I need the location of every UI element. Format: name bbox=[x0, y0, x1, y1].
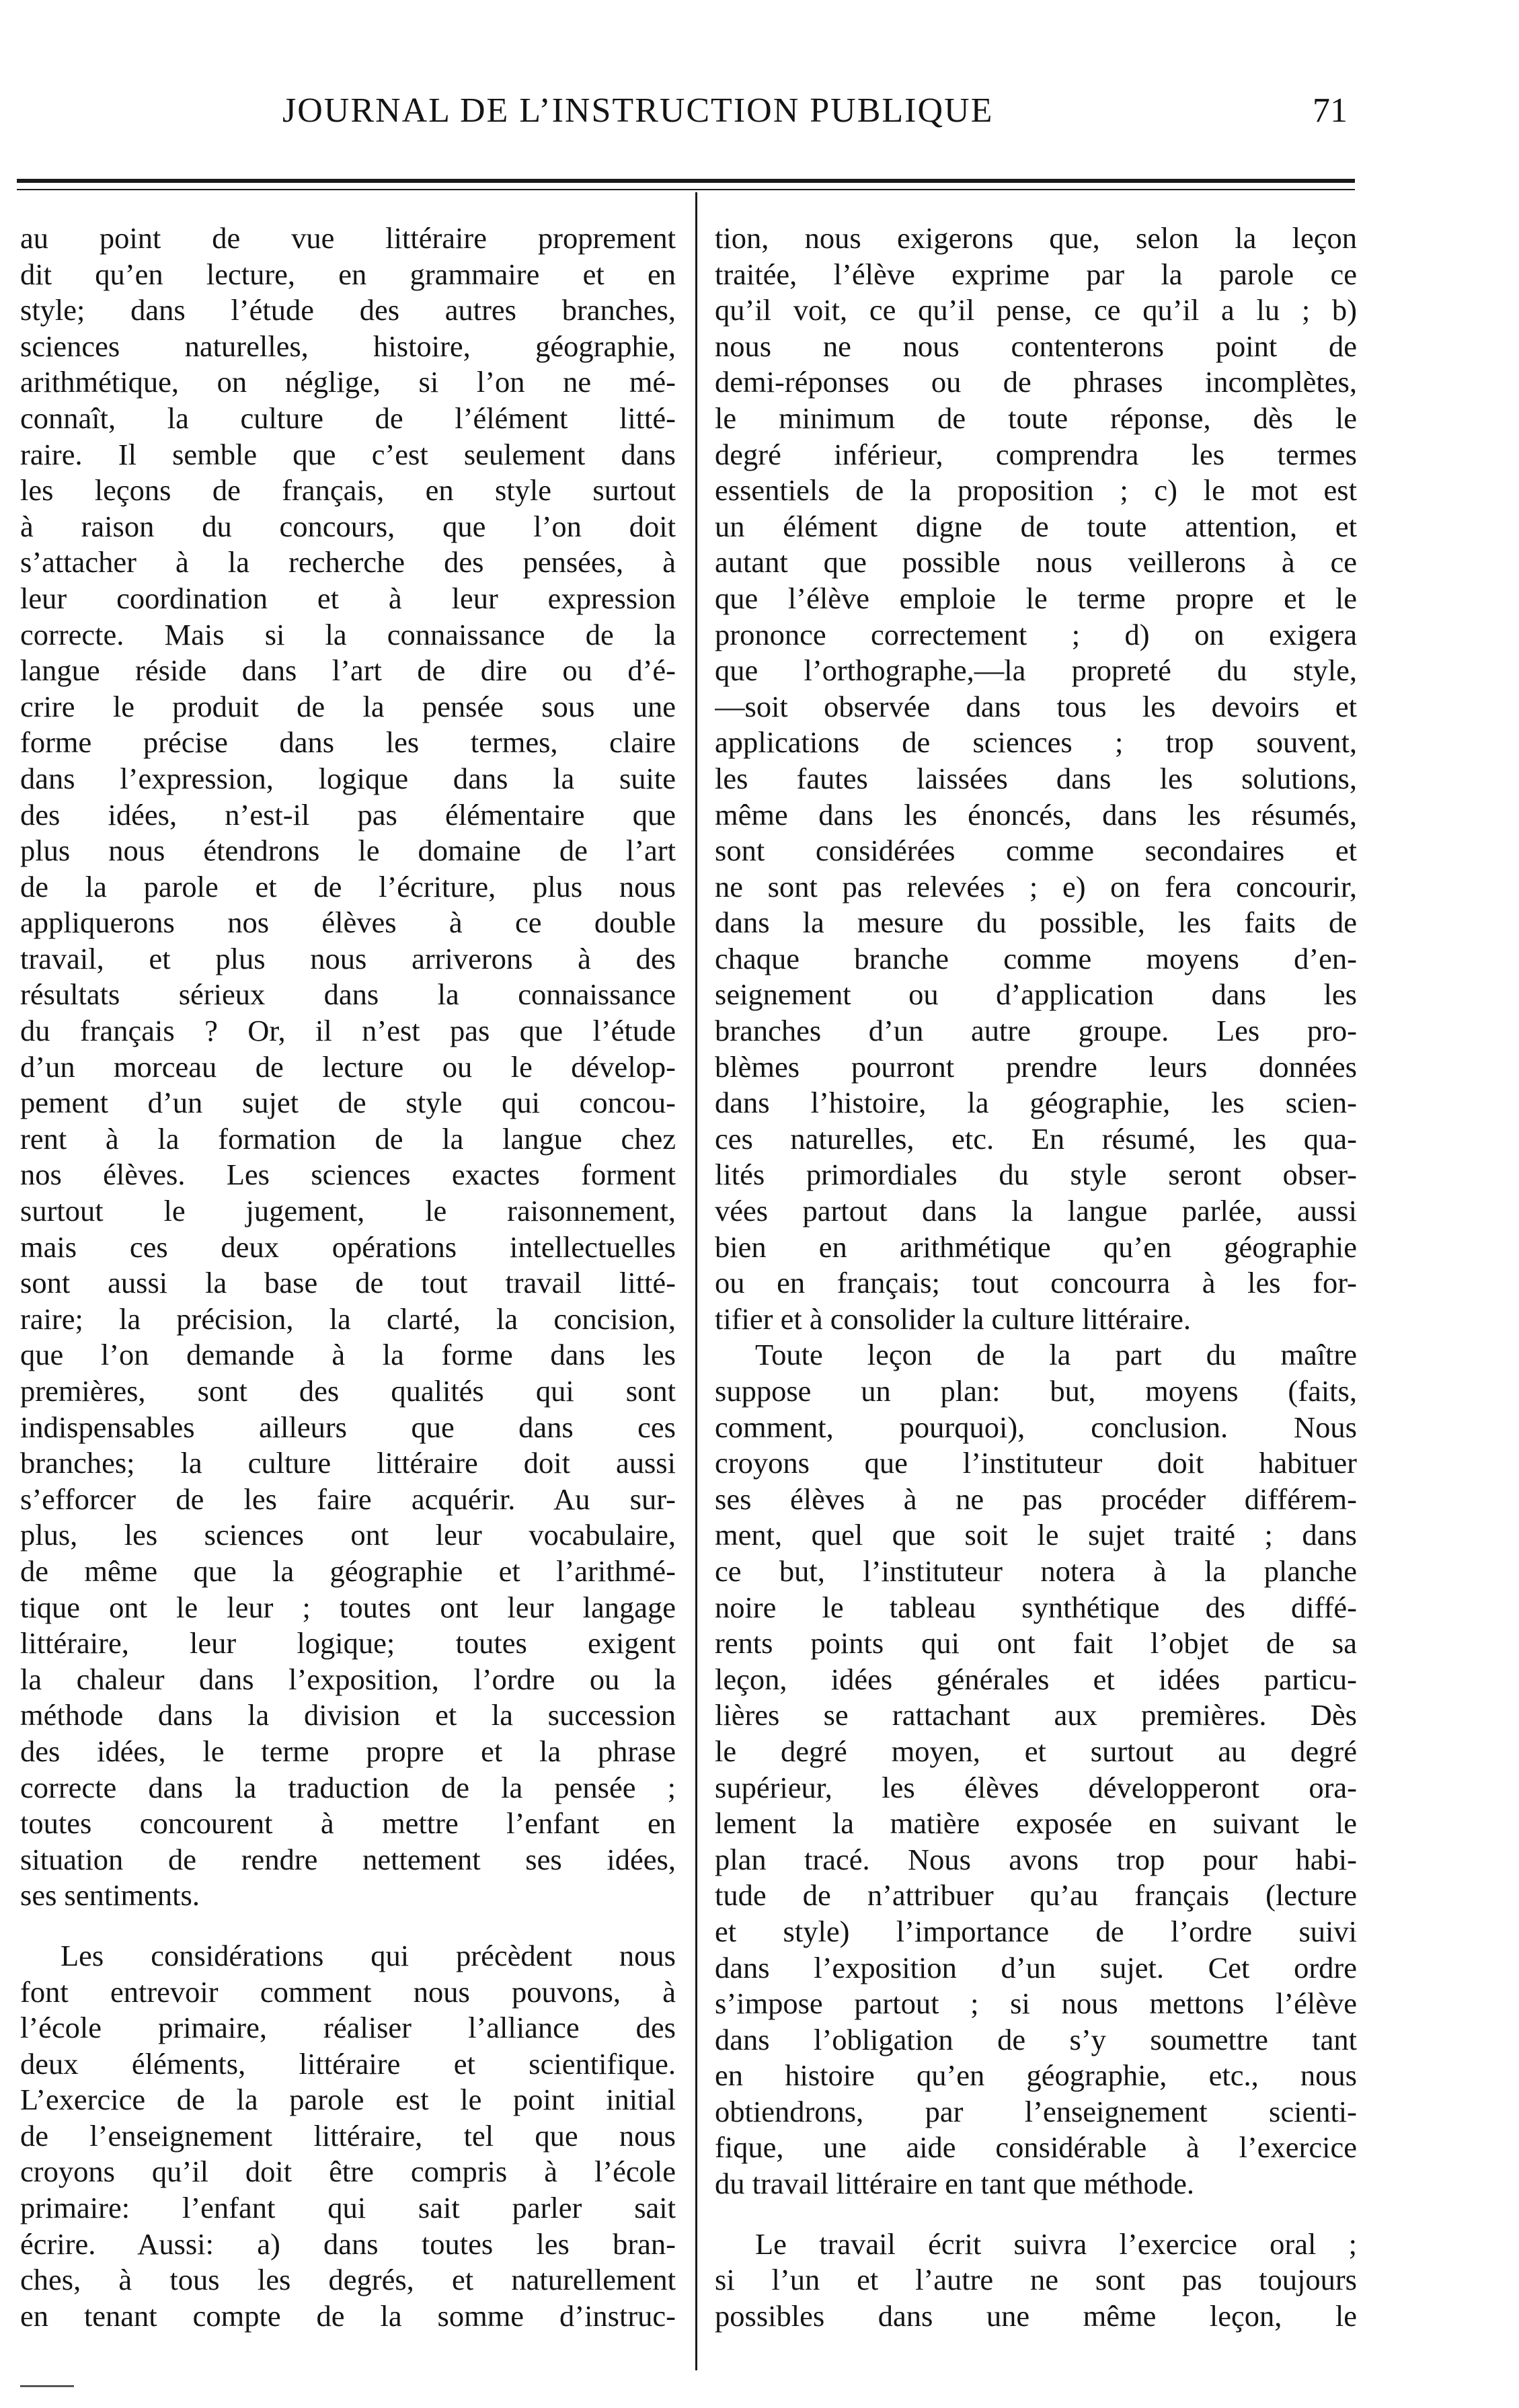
text-line: branches; la culture littéraire doit aussi bbox=[20, 1446, 676, 1480]
text-line: ce but, l’instituteur notera à la planche bbox=[715, 1554, 1357, 1588]
text-line: crire le produit de la pensée sous une bbox=[20, 689, 676, 723]
text-line: la chaleur dans l’exposition, l’ordre ou la bbox=[20, 1662, 676, 1696]
text-line: dans l’histoire, la géographie, les scien- bbox=[715, 1086, 1357, 1120]
text-line: lières se rattachant aux premières. Dès bbox=[715, 1698, 1357, 1732]
text-line: deux éléments, littéraire et scientifique. bbox=[20, 2046, 676, 2081]
text-line: supérieur, les élèves développeront ora- bbox=[715, 1770, 1357, 1804]
text-line: que l’on demande à la forme dans les bbox=[20, 1338, 676, 1372]
text-line: situation de rendre nettement ses idées, bbox=[20, 1842, 676, 1876]
text-line: dans l’obligation de s’y soumettre tant bbox=[715, 2022, 1357, 2056]
text-line: vées partout dans la langue parlée, aussi bbox=[715, 1194, 1357, 1228]
text-line: appliquerons nos élèves à ce double bbox=[20, 906, 676, 940]
text-line: obtiendrons, par l’enseignement scienti- bbox=[715, 2094, 1357, 2128]
text-line: ces naturelles, etc. En résumé, les qua- bbox=[715, 1121, 1357, 1156]
paragraph-gap bbox=[715, 2202, 1357, 2226]
text-line: croyons que l’instituteur doit habituer bbox=[715, 1446, 1357, 1480]
text-line: de la parole et de l’écriture, plus nous bbox=[20, 869, 676, 904]
text-line: raire. Il semble que c’est seulement dans bbox=[20, 437, 676, 471]
text-line: s’efforcer de les faire acquérir. Au sur- bbox=[20, 1482, 676, 1516]
text-line: et style) l’importance de l’ordre suivi bbox=[715, 1914, 1357, 1948]
text-line: connaît, la culture de l’élément litté- bbox=[20, 401, 676, 435]
text-line: pement d’un sujet de style qui concou- bbox=[20, 1086, 676, 1120]
text-line: en histoire qu’en géographie, etc., nous bbox=[715, 2058, 1357, 2093]
text-line: ches, à tous les degrés, et naturellement bbox=[20, 2263, 676, 2297]
text-line: que l’élève emploie le terme propre et le bbox=[715, 581, 1357, 615]
text-line: littéraire, leur logique; toutes exigent bbox=[20, 1626, 676, 1660]
text-line: dans l’expression, logique dans la suite bbox=[20, 761, 676, 795]
text-line: de même que la géographie et l’arithmé- bbox=[20, 1554, 676, 1588]
text-line: au point de vue littéraire proprement bbox=[20, 221, 676, 255]
text-line: primaire: l’enfant qui sait parler sait bbox=[20, 2191, 676, 2225]
text-line: ment, quel que soit le sujet traité ; dans bbox=[715, 1518, 1357, 1552]
text-line: sont considérées comme secondaires et bbox=[715, 834, 1357, 868]
text-line: Toute leçon de la part du maître bbox=[755, 1338, 1357, 1372]
text-line: méthode dans la division et la succession bbox=[20, 1698, 676, 1732]
text-line: possibles dans une même leçon, le bbox=[715, 2298, 1357, 2333]
text-line: raire; la précision, la clarté, la concision, bbox=[20, 1301, 676, 1336]
text-line: du français ? Or, il n’est pas que l’étude bbox=[20, 1014, 676, 1048]
running-header-title: JOURNAL DE L’INSTRUCTION PUBLIQUE bbox=[282, 91, 994, 130]
text-line: ses sentiments. bbox=[20, 1878, 200, 1913]
text-line: de l’enseignement littéraire, tel que nous bbox=[20, 2118, 676, 2153]
text-line: les leçons de français, en style surtout bbox=[20, 473, 676, 508]
text-line: l’école primaire, réaliser l’alliance des bbox=[20, 2011, 676, 2045]
text-line: mais ces deux opérations intellectuelles bbox=[20, 1230, 676, 1264]
paragraph-gap bbox=[20, 1914, 676, 1938]
text-line: surtout le jugement, le raisonnement, bbox=[20, 1194, 676, 1228]
text-line: sciences naturelles, histoire, géographie, bbox=[20, 329, 676, 363]
text-line: plus, les sciences ont leur vocabulaire, bbox=[20, 1518, 676, 1552]
text-line: ses élèves à ne pas procéder différem- bbox=[715, 1482, 1357, 1516]
text-line: Le travail écrit suivra l’exercice oral ; bbox=[755, 2226, 1357, 2261]
text-line: écrire. Aussi: a) dans toutes les bran- bbox=[20, 2226, 676, 2261]
text-line: noire le tableau synthétique des diffé- bbox=[715, 1590, 1357, 1624]
text-line: croyons qu’il doit être compris à l’école bbox=[20, 2155, 676, 2189]
text-line: sont aussi la base de tout travail litté- bbox=[20, 1266, 676, 1300]
text-line: font entrevoir comment nous pouvons, à bbox=[20, 1974, 676, 2009]
text-line: demi-réponses ou de phrases incomplètes, bbox=[715, 365, 1357, 399]
text-line: tude de n’attribuer qu’au français (lecture bbox=[715, 1878, 1357, 1913]
text-line: rent à la formation de la langue chez bbox=[20, 1121, 676, 1156]
right-text-column bbox=[715, 220, 1357, 2334]
text-line: que l’orthographe,—la propreté du style, bbox=[715, 653, 1357, 688]
text-line: plus nous étendrons le domaine de l’art bbox=[20, 834, 676, 868]
text-line: rents points qui ont fait l’objet de sa bbox=[715, 1626, 1357, 1660]
text-line: traitée, l’élève exprime par la parole ce bbox=[715, 257, 1357, 291]
text-line: blèmes pourront prendre leurs données bbox=[715, 1049, 1357, 1084]
text-line: tique ont le leur ; toutes ont leur langage bbox=[20, 1590, 676, 1624]
text-line: travail, et plus nous arriverons à des bbox=[20, 941, 676, 975]
text-line: fique, une aide considérable à l’exercice bbox=[715, 2130, 1357, 2165]
text-line: leçon, idées générales et idées particu- bbox=[715, 1662, 1357, 1696]
left-text-column bbox=[20, 220, 676, 2334]
text-line: nos élèves. Les sciences exactes forment bbox=[20, 1158, 676, 1192]
text-line: nous ne nous contenterons point de bbox=[715, 329, 1357, 363]
text-line: le minimum de toute réponse, dès le bbox=[715, 401, 1357, 435]
text-line: en tenant compte de la somme d’instruc- bbox=[20, 2298, 676, 2333]
text-line: comment, pourquoi), conclusion. Nous bbox=[715, 1410, 1357, 1444]
text-line: résultats sérieux dans la connaissance bbox=[20, 977, 676, 1012]
text-line: des idées, n’est-il pas élémentaire que bbox=[20, 797, 676, 832]
text-line: correcte. Mais si la connaissance de la bbox=[20, 617, 676, 651]
text-line: du travail littéraire en tant que méthode. bbox=[715, 2167, 1194, 2201]
text-line: à raison du concours, que l’on doit bbox=[20, 509, 676, 543]
text-line: s’impose partout ; si nous mettons l’élève bbox=[715, 1986, 1357, 2021]
text-line: bien en arithmétique qu’en géographie bbox=[715, 1230, 1357, 1264]
text-line: Les considérations qui précèdent nous bbox=[61, 1938, 676, 1972]
text-line: suppose un plan: but, moyens (faits, bbox=[715, 1374, 1357, 1408]
text-line: forme précise dans les termes, claire bbox=[20, 725, 676, 760]
text-line: degré inférieur, comprendra les termes bbox=[715, 437, 1357, 471]
text-line: toutes concourent à mettre l’enfant en bbox=[20, 1806, 676, 1841]
text-line: style; dans l’étude des autres branches, bbox=[20, 293, 676, 327]
header-rule-thick bbox=[17, 179, 1355, 183]
page-number: 71 bbox=[1313, 91, 1348, 130]
text-line: dit qu’en lecture, en grammaire et en bbox=[20, 257, 676, 291]
text-line: branches d’un autre groupe. Les pro- bbox=[715, 1014, 1357, 1048]
text-line: dans l’exposition d’un sujet. Cet ordre bbox=[715, 1950, 1357, 1984]
text-line: L’exercice de la parole est le point initial bbox=[20, 2083, 676, 2117]
text-line: leur coordination et à leur expression bbox=[20, 581, 676, 615]
bottom-edge-mark bbox=[20, 2385, 74, 2387]
header-rule-thin bbox=[17, 189, 1355, 190]
column-divider bbox=[695, 192, 697, 2370]
text-line: tion, nous exigerons que, selon la leçon bbox=[715, 221, 1357, 255]
text-line: langue réside dans l’art de dire ou d’é- bbox=[20, 653, 676, 688]
text-line: même dans les énoncés, dans les résumés, bbox=[715, 797, 1357, 832]
text-line: un élément digne de toute attention, et bbox=[715, 509, 1357, 543]
text-line: premières, sont des qualités qui sont bbox=[20, 1374, 676, 1408]
text-line: ou en français; tout concourra à les for- bbox=[715, 1266, 1357, 1300]
text-line: autant que possible nous veillerons à ce bbox=[715, 545, 1357, 579]
text-line: —soit observée dans tous les devoirs et bbox=[715, 689, 1357, 723]
text-line: tifier et à consolider la culture littéraire. bbox=[715, 1301, 1191, 1336]
text-line: ne sont pas relevées ; e) on fera concourir, bbox=[715, 869, 1357, 904]
text-line: seignement ou d’application dans les bbox=[715, 977, 1357, 1012]
text-line: s’attacher à la recherche des pensées, à bbox=[20, 545, 676, 579]
text-line: correcte dans la traduction de la pensée ; bbox=[20, 1770, 676, 1804]
text-line: lités primordiales du style seront obser- bbox=[715, 1158, 1357, 1192]
text-line: le degré moyen, et surtout au degré bbox=[715, 1734, 1357, 1768]
text-line: applications de sciences ; trop souvent, bbox=[715, 725, 1357, 760]
text-line: d’un morceau de lecture ou le dévelop- bbox=[20, 1049, 676, 1084]
text-line: qu’il voit, ce qu’il pense, ce qu’il a lu ; b) bbox=[715, 293, 1357, 327]
text-line: prononce correctement ; d) on exigera bbox=[715, 617, 1357, 651]
text-line: les fautes laissées dans les solutions, bbox=[715, 761, 1357, 795]
text-line: plan tracé. Nous avons trop pour habi- bbox=[715, 1842, 1357, 1876]
text-line: indispensables ailleurs que dans ces bbox=[20, 1410, 676, 1444]
text-line: des idées, le terme propre et la phrase bbox=[20, 1734, 676, 1768]
text-line: arithmétique, on néglige, si l’on ne mé- bbox=[20, 365, 676, 399]
text-line: chaque branche comme moyens d’en- bbox=[715, 941, 1357, 975]
text-line: dans la mesure du possible, les faits de bbox=[715, 906, 1357, 940]
text-line: si l’un et l’autre ne sont pas toujours bbox=[715, 2263, 1357, 2297]
text-line: lement la matière exposée en suivant le bbox=[715, 1806, 1357, 1841]
text-line: essentiels de la proposition ; c) le mot est bbox=[715, 473, 1357, 508]
